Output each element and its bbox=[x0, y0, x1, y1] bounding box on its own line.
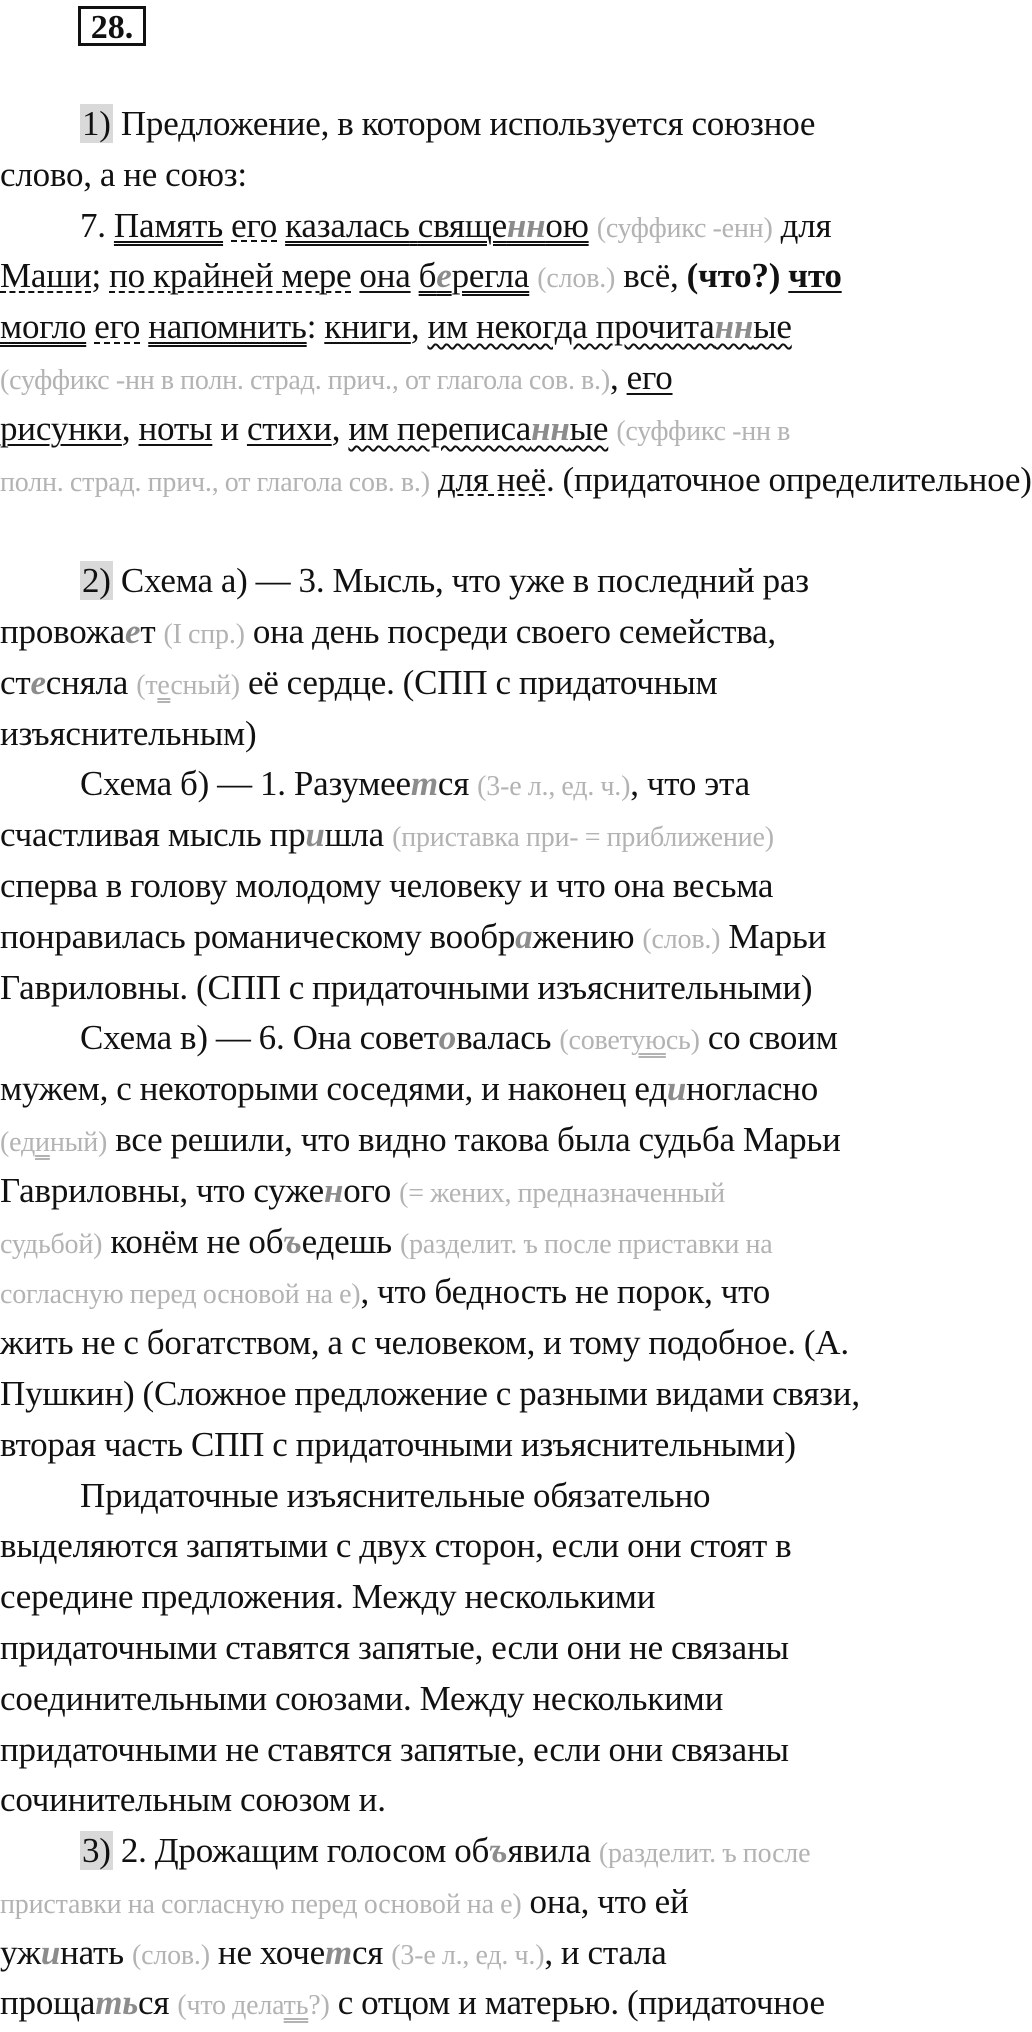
rule-line: придаточными ставятся запятые, если они не связаны bbox=[0, 1627, 789, 1667]
text-line: жить не с богатством, а с человеком, и тому подобное. (А. bbox=[0, 1323, 849, 1363]
text-line: Пушкин) (Сложное предложение с разными видами связи, bbox=[0, 1373, 860, 1413]
text-line: стесняла (тесный) её сердце. (СПП с придаточным bbox=[0, 662, 718, 702]
task-number-box: 28. bbox=[78, 6, 146, 46]
text-line: слово, а не союз: bbox=[0, 154, 247, 194]
text-line: 7. Память его казалась священною (суффикс -енн) для bbox=[80, 205, 832, 245]
text-line: провожает (I спр.) она день посреди своего семейства, bbox=[0, 611, 776, 651]
text-line: 3) 2. Дрожащим голосом объявила (разделит. ъ после bbox=[82, 1831, 811, 1871]
section-marker: 3) bbox=[82, 1831, 111, 1871]
subject-word: Память bbox=[113, 205, 224, 245]
text-line: Схема б) — 1. Разумеется (3-е л., ед. ч.), что эта bbox=[80, 764, 750, 804]
text-line: полн. страд. прич., от глагола сов. в.) для неё. (придаточное определительное) bbox=[0, 459, 1032, 499]
predicate-word: казалась священною bbox=[285, 205, 589, 245]
rule-line: выделяются запятыми с двух сторон, если они стоят в bbox=[0, 1526, 792, 1566]
rule-line: соединительными союзами. Между несколькими bbox=[0, 1678, 724, 1718]
text-line: приставки на согласную перед основой на е) она, что ей bbox=[0, 1881, 689, 1921]
text-line: могло его напомнить: книги, им некогда прочитанные bbox=[0, 307, 792, 347]
rule-line: середине предложения. Между несколькими bbox=[0, 1577, 656, 1617]
text-line: счастливая мысль пришла (приставка при- = приближение) bbox=[0, 815, 774, 855]
text-line: понравилась романическому воображению (слов.) Марьи bbox=[0, 916, 827, 956]
text-line: рисунки, ноты и стихи, им перепиcанные (суффикс -нн в bbox=[0, 408, 791, 448]
text-line: вторая часть СПП с придаточными изъяснительными) bbox=[0, 1424, 796, 1464]
section-marker: 1) bbox=[82, 104, 111, 143]
example-number: 7. bbox=[80, 205, 106, 245]
rule-line: сочинительным союзом и. bbox=[0, 1780, 386, 1820]
text-line: судьбой) конём не объедешь (разделит. ъ после приставки на bbox=[0, 1221, 773, 1261]
text-line: (единый) все решили, что видно такова была судьба Марьи bbox=[0, 1119, 841, 1159]
rule-line: придаточными не ставятся запятые, если они связаны bbox=[0, 1729, 789, 1769]
text-line: 2) Схема а) — 3. Мысль, что уже в последний раз bbox=[82, 561, 809, 601]
text-line: согласную перед основой на е), что бедность не порок, что bbox=[0, 1272, 771, 1312]
text-line: Схема в) — 6. Она советовалась (советуюсь) со своим bbox=[80, 1018, 838, 1058]
note: (слов.) bbox=[537, 263, 616, 295]
note: (суффикс -нн в полн. страд. прич., от глагола сов. в.) bbox=[0, 364, 610, 396]
text-line: Гавриловны. (СПП с придаточными изъяснительными) bbox=[0, 967, 813, 1007]
text-line: (суффикс -нн в полн. страд. прич., от глагола сов. в.), его bbox=[0, 357, 673, 397]
text-line: сперва в голову молодому человеку и что она весьма bbox=[0, 865, 774, 905]
text-line: ужинать (слов.) не хочется (3-е л., ед. ч.), и стала bbox=[0, 1932, 667, 1972]
text-line: 1) Предложение, в котором используется союзное bbox=[82, 104, 816, 143]
rule-line: Придаточные изъяснительные обязательно bbox=[80, 1475, 711, 1515]
document-body bbox=[0, 99, 1032, 2029]
text-line: мужем, с некоторыми соседями, и наконец единогласно bbox=[0, 1069, 819, 1109]
note: (суффикс -енн) bbox=[596, 212, 773, 244]
text-line: изъяснительным) bbox=[0, 713, 257, 753]
attribute-word: его bbox=[231, 205, 278, 245]
text-line bbox=[0, 505, 960, 556]
text-line: Гавриловны, что суженого (= жених, предназначенный bbox=[0, 1170, 725, 1210]
text-line: прощаться (что делать?) с отцом и матерью. (придаточное bbox=[0, 1983, 825, 2023]
section-marker: 2) bbox=[82, 561, 111, 601]
text-line: Маши; по крайней мере она берегла (слов.) всё, (что?) что bbox=[0, 256, 842, 296]
